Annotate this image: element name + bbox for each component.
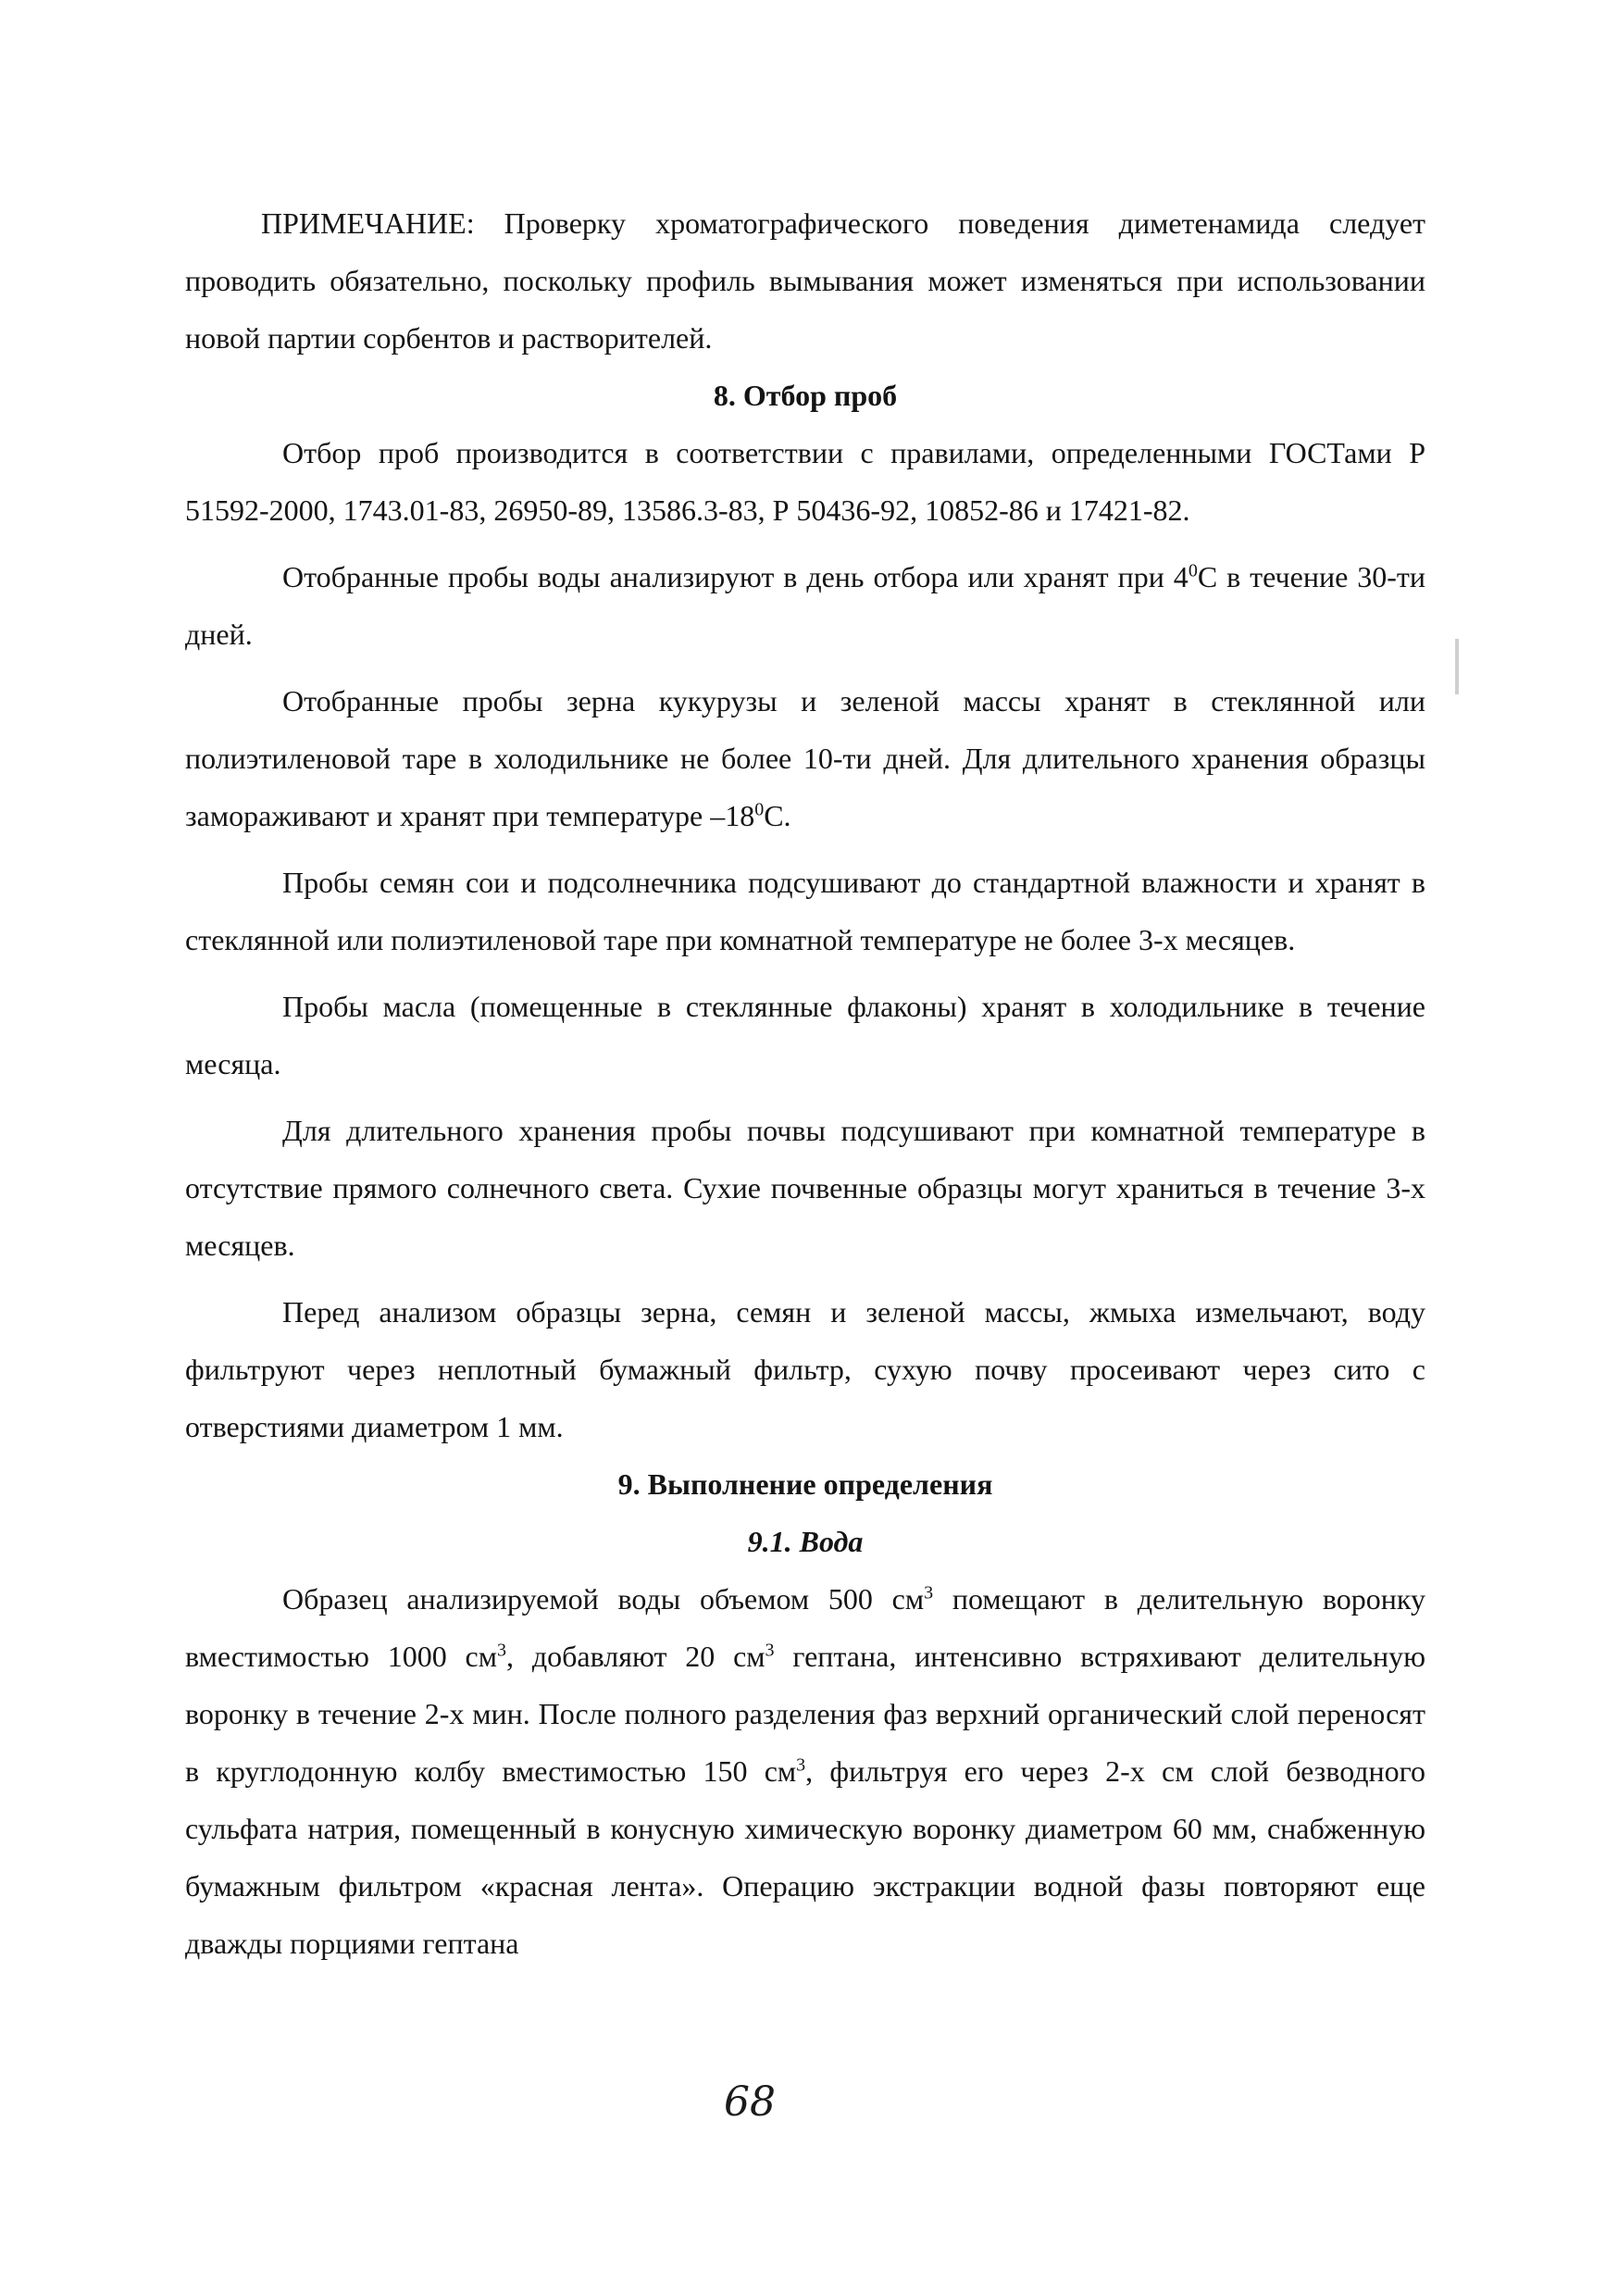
soil-storage-paragraph: Для длительного хранения пробы почвы подсушивают при комнатной температуре в отсутствие прямого солнечного света. Сухие почвенные образцы могут храниться в течение 3-х месяцев. xyxy=(185,1114,1425,1262)
note-paragraph: ПРИМЕЧАНИЕ: Проверку хроматографического поведения диметенамида следует проводить обязательно, поскольку профиль вымывания может изменяться при использовании новой партии сорбентов и растворителей. xyxy=(185,206,1425,355)
water-storage-text-end: C в течение 30-ти дней. xyxy=(185,560,1426,651)
section-9-heading: 9. Выполнение определения xyxy=(617,1467,993,1501)
cubic-superscript: 3 xyxy=(924,1582,934,1603)
grain-storage-text-end: C. xyxy=(764,799,791,832)
section-8-heading: 8. Отбор проб xyxy=(713,379,898,412)
water-storage-text: Отобранные пробы воды анализируют в день отбора или хранят при 4 xyxy=(282,560,1189,593)
water-analysis-text-1: Образец анализируемой воды объемом 500 см xyxy=(282,1582,925,1616)
sampling-standards-paragraph: Отбор проб производится в соответствии с правилами, определенными ГОСТами Р 51592-2000, 1743.01-83, 26950-89, 13586.3-83, Р 50436-92, 10852-86 и 17421-82. xyxy=(185,436,1425,527)
water-analysis-text-3: , добавляют 20 см xyxy=(505,1640,765,1673)
water-analysis-text-4: гептана, интенсивно встряхивают делительную воронку в течение 2-х мин. После полного разделения фаз верхний органический слой переносят в круглодонную колбу вместимостью 150 см xyxy=(185,1640,1426,1788)
sample-preparation-paragraph: Перед анализом образцы зерна, семян и зеленой массы, жмыха измельчают, воду фильтруют через неплотный бумажный фильтр, сухую почву просеивают через сито с отверстиями диаметром 1 мм. xyxy=(185,1295,1425,1443)
grain-storage-paragraph xyxy=(185,672,1425,844)
cubic-superscript: 3 xyxy=(496,1640,506,1661)
section-9-1-heading: 9.1. Вода xyxy=(747,1525,864,1558)
water-analysis-paragraph xyxy=(185,1570,1425,1972)
degree-superscript: 0 xyxy=(1188,560,1198,581)
oil-storage-paragraph: Пробы масла (помещенные в стеклянные флаконы) хранят в холодильнике в течение месяца. xyxy=(185,990,1425,1080)
cubic-superscript: 3 xyxy=(765,1640,775,1661)
degree-superscript: 0 xyxy=(754,799,765,820)
cubic-superscript: 3 xyxy=(796,1754,806,1776)
page-number: 68 xyxy=(724,2078,776,2126)
grain-storage-text: Отобранные пробы зерна кукурузы и зеленой массы хранят в стеклянной или полиэтиленовой таре в холодильнике не более 10-ти дней. Для длительного хранения образцы замораживают и хранят при температуре –18 xyxy=(185,684,1425,832)
water-storage-paragraph xyxy=(185,548,1425,663)
seeds-storage-paragraph: Пробы семян сои и подсолнечника подсушивают до стандартной влажности и хранят в стеклянной или полиэтиленовой таре при комнатной температуре не более 3-х месяцев. xyxy=(185,866,1425,956)
scan-mark xyxy=(1455,639,1459,694)
water-analysis-text-5: , фильтруя его через 2-х см слой безводного сульфата натрия, помещенный в конусную химическую воронку диаметром 60 мм, снабженную бумажным фильтром «красная лента». Операцию экстракции водной фазы повторяют еще дважды порциями гептана xyxy=(185,1754,1426,1960)
document-page xyxy=(185,194,1425,1972)
water-analysis-text-2: помещают в делительную воронку вместимостью 1000 см xyxy=(185,1582,1426,1673)
